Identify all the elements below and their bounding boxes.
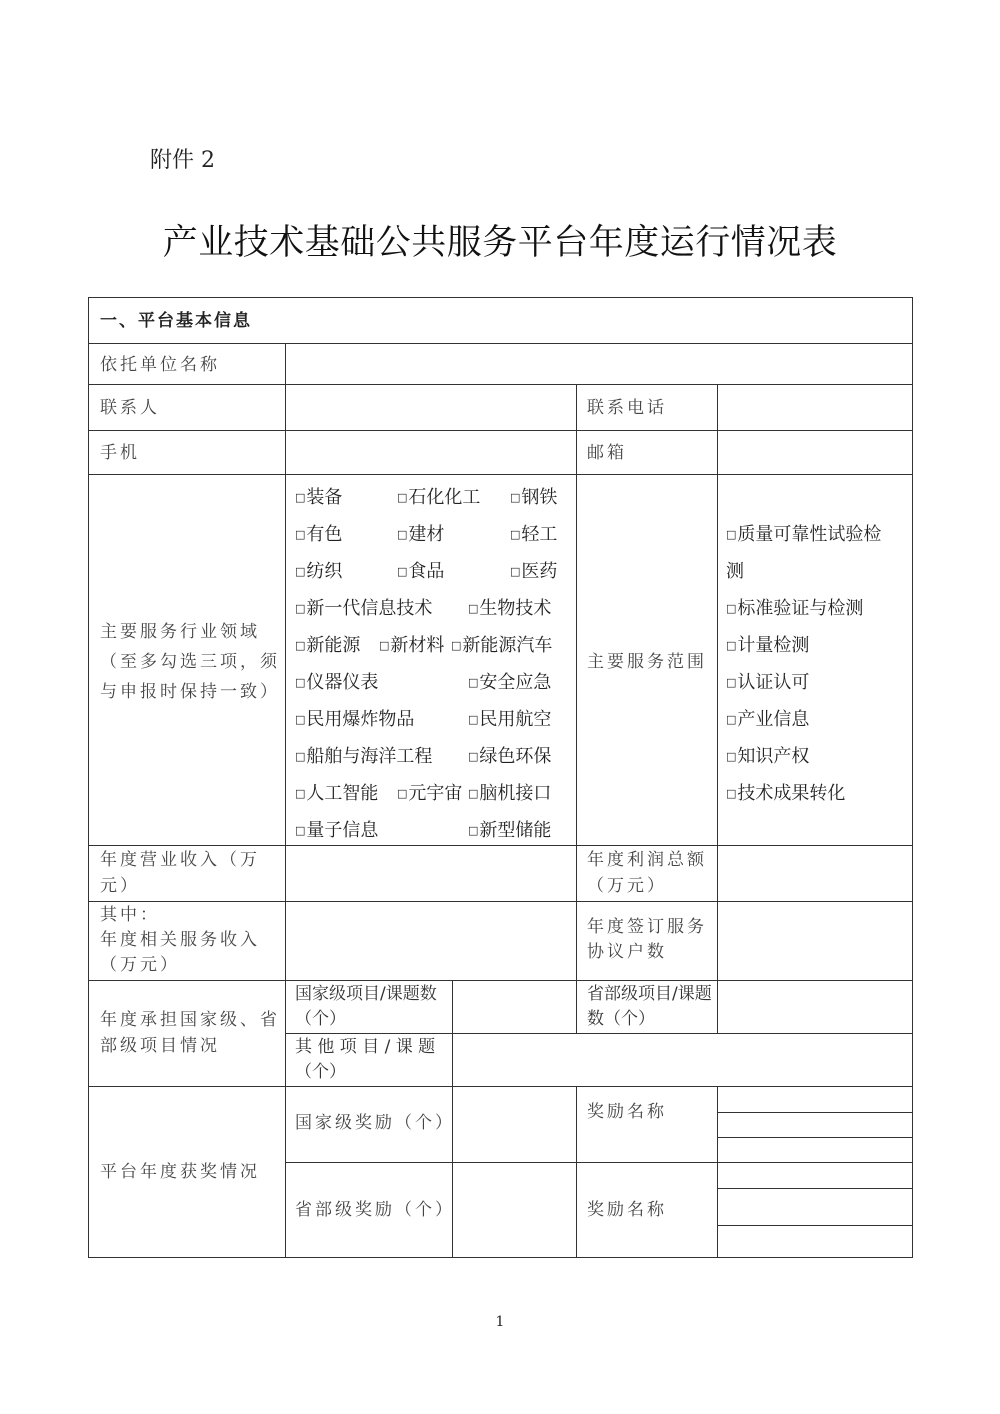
service-scope-checkbox-label: 知识产权: [737, 746, 810, 767]
contact-field[interactable]: [286, 385, 576, 430]
industry-checkbox-label: 新一代信息技术: [306, 598, 433, 619]
service-scope-checkbox-label: 测: [726, 561, 744, 582]
column-divider: [576, 980, 577, 1033]
industry-checkbox-label: 轻工: [521, 524, 558, 545]
industry-checkbox-label: 民用航空: [479, 709, 552, 730]
projects-label-2: 部级项目情况: [100, 1036, 220, 1056]
row-divider: [717, 1188, 913, 1189]
checkbox-icon[interactable]: □: [468, 676, 479, 689]
service-scope-label-continuation: [726, 557, 744, 583]
checkbox-icon[interactable]: □: [510, 565, 521, 578]
checkbox-icon[interactable]: □: [726, 602, 737, 615]
checkbox-icon[interactable]: □: [397, 491, 408, 504]
checkbox-icon[interactable]: □: [295, 824, 306, 837]
row-divider: [717, 1137, 913, 1138]
industry-checkbox-label: 新材料: [390, 635, 445, 656]
checkbox-icon[interactable]: □: [726, 713, 737, 726]
phone-label: 联系电话: [587, 398, 667, 418]
industry-checkbox[interactable]: [295, 594, 432, 620]
row-divider: [285, 1162, 913, 1163]
checkbox-icon[interactable]: □: [295, 528, 306, 541]
checkbox-icon[interactable]: □: [451, 639, 462, 652]
row-divider: [717, 1225, 913, 1226]
national-projects-field[interactable]: [453, 981, 576, 1033]
industry-checkbox-label: 医药: [521, 561, 558, 582]
service-scope-checkbox[interactable]: [726, 705, 809, 731]
industry-checkbox[interactable]: [397, 557, 444, 583]
industry-checkbox-label: 人工智能: [306, 783, 379, 804]
column-divider: [717, 1086, 718, 1258]
provincial-awards-field[interactable]: [453, 1163, 576, 1257]
checkbox-icon[interactable]: □: [295, 750, 306, 763]
profit-field[interactable]: [718, 846, 912, 901]
table-border: [88, 297, 913, 298]
industry-checkbox-label: 脑机接口: [479, 783, 552, 804]
related-revenue-field[interactable]: [286, 902, 576, 980]
national-awards-label: 国家级奖励（个）: [295, 1113, 455, 1133]
checkbox-icon[interactable]: □: [295, 676, 306, 689]
provincial-projects-label: 省部级项目/课题: [587, 984, 712, 1004]
industry-checkbox[interactable]: [468, 668, 551, 694]
service-scope-checkbox[interactable]: [726, 779, 845, 805]
service-scope-checkbox-label: 认证认可: [737, 672, 810, 693]
industry-label-note: 与申报时保持一致）: [100, 682, 280, 702]
attachment-label: 附件 2: [150, 148, 215, 173]
award-name-label: 奖励名称: [587, 1102, 667, 1122]
national-projects-unit: （个）: [295, 1009, 346, 1029]
agreements-label-2: 协议户数: [587, 942, 667, 962]
industry-checkbox[interactable]: [397, 779, 462, 805]
checkbox-icon[interactable]: □: [295, 713, 306, 726]
checkbox-icon[interactable]: □: [295, 602, 306, 615]
industry-checkbox[interactable]: [468, 594, 551, 620]
page-number: 1: [495, 1314, 505, 1330]
industry-label: 主要服务行业领域: [100, 622, 260, 642]
provincial-projects-field[interactable]: [718, 981, 912, 1033]
checkbox-icon[interactable]: □: [468, 787, 479, 800]
service-scope-checkbox[interactable]: [726, 594, 863, 620]
award-name-label: 奖励名称: [587, 1200, 667, 1220]
industry-checkbox[interactable]: [468, 779, 551, 805]
unit-name-field[interactable]: [286, 344, 912, 384]
industry-checkbox[interactable]: [295, 483, 342, 509]
national-projects-label: 国家级项目/课题数: [295, 984, 437, 1004]
checkbox-icon[interactable]: □: [726, 639, 737, 652]
industry-checkbox[interactable]: [468, 705, 551, 731]
agreements-label: 年度签订服务: [587, 917, 707, 937]
industry-checkbox[interactable]: [295, 816, 378, 842]
industry-checkbox-label: 新能源汽车: [462, 635, 553, 656]
other-projects-field[interactable]: [453, 1034, 912, 1086]
other-projects-label: 其 他 项 目 / 课 题: [295, 1037, 436, 1057]
checkbox-icon[interactable]: □: [468, 824, 479, 837]
industry-checkbox-label: 纺织: [306, 561, 343, 582]
industry-checkbox[interactable]: [510, 520, 557, 546]
checkbox-icon[interactable]: □: [397, 787, 408, 800]
national-awards-field[interactable]: [453, 1087, 576, 1162]
report-form-table: [88, 297, 913, 1258]
industry-checkbox[interactable]: [295, 520, 342, 546]
industry-checkbox-label: 生物技术: [479, 598, 552, 619]
industry-checkbox-label: 有色: [306, 524, 343, 545]
checkbox-icon[interactable]: □: [379, 639, 390, 652]
industry-checkbox-label: 装备: [306, 487, 343, 508]
industry-checkbox[interactable]: [451, 631, 552, 657]
phone-field[interactable]: [718, 385, 912, 430]
service-scope-checkbox-label: 计量检测: [737, 635, 810, 656]
column-divider: [285, 343, 286, 1258]
provincial-awards-label: 省部级奖励（个）: [295, 1200, 455, 1220]
checkbox-icon[interactable]: □: [397, 528, 408, 541]
column-divider: [576, 384, 577, 980]
industry-checkbox-label: 民用爆炸物品: [306, 709, 415, 730]
industry-checkbox-label: 钢铁: [521, 487, 558, 508]
section-title: 一、平台基本信息: [100, 311, 252, 331]
other-projects-unit: （个）: [295, 1062, 346, 1082]
revenue-field[interactable]: [286, 846, 576, 901]
service-scope-checkbox-label: 产业信息: [737, 709, 810, 730]
service-scope-checkbox-label: 技术成果转化: [737, 783, 846, 804]
related-revenue-unit: （万元）: [100, 955, 180, 975]
industry-checkbox-label: 元宇宙: [408, 783, 463, 804]
checkbox-icon[interactable]: □: [295, 787, 306, 800]
related-revenue-label: 年度相关服务收入: [100, 930, 260, 950]
checkbox-icon[interactable]: □: [468, 602, 479, 615]
checkbox-icon[interactable]: □: [295, 639, 306, 652]
service-scope-checkbox-label: 质量可靠性试验检: [737, 524, 882, 545]
industry-checkbox-label: 安全应急: [479, 672, 552, 693]
checkbox-icon[interactable]: □: [397, 565, 408, 578]
industry-checkbox-label: 新能源: [306, 635, 361, 656]
industry-checkbox[interactable]: [397, 483, 480, 509]
row-divider: [717, 1112, 913, 1113]
row-divider: [88, 474, 913, 475]
column-divider: [576, 1086, 577, 1258]
awards-label: 平台年度获奖情况: [100, 1162, 260, 1182]
checkbox-icon[interactable]: □: [510, 491, 521, 504]
table-border: [88, 297, 89, 1258]
unit-name-label: 依托单位名称: [100, 355, 220, 375]
service-scope-checkbox-label: 标准验证与检测: [737, 598, 864, 619]
checkbox-icon[interactable]: □: [295, 565, 306, 578]
checkbox-icon[interactable]: □: [468, 750, 479, 763]
industry-checkbox[interactable]: [468, 742, 551, 768]
industry-checkbox-label: 建材: [408, 524, 445, 545]
projects-label: 年度承担国家级、省: [100, 1010, 280, 1030]
email-field[interactable]: [718, 431, 912, 474]
checkbox-icon[interactable]: □: [510, 528, 521, 541]
industry-checkbox[interactable]: [468, 816, 551, 842]
industry-checkbox[interactable]: [510, 483, 557, 509]
industry-checkbox-label: 量子信息: [306, 820, 379, 841]
service-scope-checkbox[interactable]: [726, 520, 881, 546]
industry-checkbox[interactable]: [295, 557, 342, 583]
service-scope-checkbox[interactable]: [726, 668, 809, 694]
checkbox-icon[interactable]: □: [726, 750, 737, 763]
profit-label: 年度利润总额: [587, 850, 707, 870]
industry-checkbox[interactable]: [295, 742, 432, 768]
mobile-field[interactable]: [286, 431, 576, 474]
checkbox-icon[interactable]: □: [726, 676, 737, 689]
service-scope-checkbox[interactable]: [726, 742, 809, 768]
revenue-label-unit: 元）: [100, 876, 140, 896]
industry-checkbox[interactable]: [295, 779, 378, 805]
checkbox-icon[interactable]: □: [726, 528, 737, 541]
industry-checkbox[interactable]: [397, 520, 444, 546]
service-scope-label: 主要服务范围: [587, 652, 707, 672]
industry-checkbox[interactable]: [295, 705, 414, 731]
mobile-label: 手机: [100, 443, 140, 463]
industry-checkbox-label: 仪器仪表: [306, 672, 379, 693]
industry-checkbox[interactable]: [295, 631, 360, 657]
related-revenue-prefix: 其中：: [100, 905, 160, 925]
checkbox-icon[interactable]: □: [726, 787, 737, 800]
industry-checkbox-label: 新型储能: [479, 820, 552, 841]
provincial-projects-unit: 数（个）: [587, 1009, 655, 1029]
email-label: 邮箱: [587, 443, 627, 463]
agreements-field[interactable]: [718, 902, 912, 980]
industry-label-note: （至多勾选三项，须: [100, 652, 280, 672]
industry-checkbox[interactable]: [295, 668, 378, 694]
service-scope-checkbox[interactable]: [726, 631, 809, 657]
checkbox-icon[interactable]: □: [295, 491, 306, 504]
industry-checkbox-label: 船舶与海洋工程: [306, 746, 433, 767]
table-border: [912, 297, 913, 1258]
page-title: 产业技术基础公共服务平台年度运行情况表: [162, 223, 838, 263]
industry-checkbox[interactable]: [510, 557, 557, 583]
table-border: [88, 1257, 913, 1258]
industry-checkbox[interactable]: [379, 631, 444, 657]
industry-checkbox-label: 石化化工: [408, 487, 481, 508]
profit-label-unit: （万元）: [587, 876, 667, 896]
revenue-label: 年度营业收入（万: [100, 850, 260, 870]
checkbox-icon[interactable]: □: [468, 713, 479, 726]
industry-checkbox-label: 食品: [408, 561, 445, 582]
industry-checkbox-label: 绿色环保: [479, 746, 552, 767]
contact-label: 联系人: [100, 398, 160, 418]
